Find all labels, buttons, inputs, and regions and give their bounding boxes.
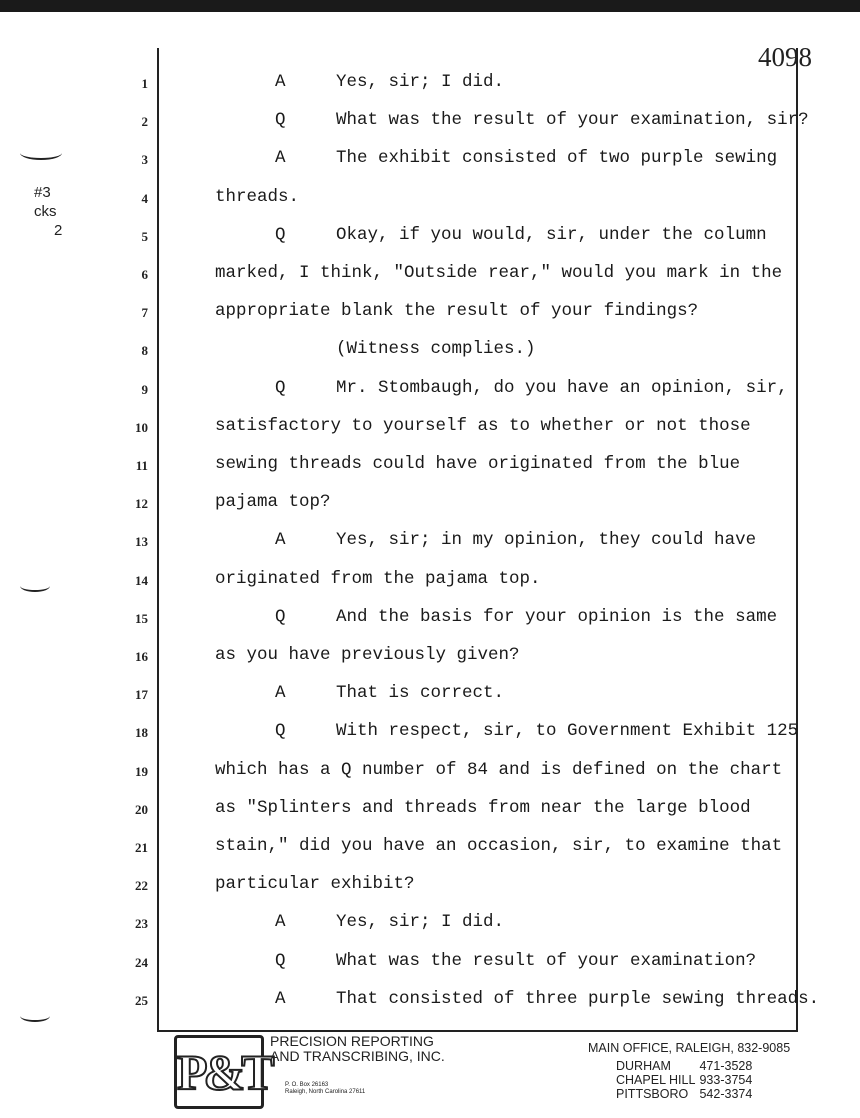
transcript-line: which has a Q number of 84 and is defined on the chart	[215, 759, 783, 780]
speaker-label: A	[275, 912, 286, 933]
office-city: CHAPEL HILL	[616, 1073, 696, 1087]
office-city: PITTSBORO	[616, 1087, 689, 1101]
company-logo: P&T	[174, 1035, 264, 1109]
speaker-label: Q	[275, 606, 286, 627]
line-number: 9	[141, 381, 148, 397]
line-number: 25	[135, 992, 148, 1008]
line-number: 22	[135, 878, 148, 894]
line-number: 15	[135, 610, 148, 626]
margin-note-line: #3	[34, 184, 51, 201]
company-address	[285, 1082, 365, 1096]
office-phone: 471-3528	[699, 1059, 753, 1073]
transcript-line: originated from the pajama top.	[215, 568, 541, 589]
line-number: 11	[135, 458, 148, 473]
transcript-line: marked, I think, "Outside rear," would you mark in the	[215, 263, 783, 283]
transcript-line: threads.	[215, 186, 300, 207]
line-number: 20	[135, 801, 148, 817]
speaker-label: A	[275, 530, 286, 551]
transcript-line: stain," did you have an occasion, sir, to examine that	[215, 836, 783, 856]
transcript-line: satisfactory to yourself as to whether or not those	[215, 415, 751, 436]
company-name	[270, 1034, 445, 1064]
margin-note-line: cks	[34, 203, 57, 220]
transcript-line: appropriate blank the result of your findings?	[215, 301, 699, 322]
speaker-label: Q	[275, 950, 286, 971]
line-number: 2	[141, 114, 148, 130]
office-row	[616, 1059, 752, 1073]
line-number: 17	[135, 687, 148, 703]
address-line: Raleigh, North Carolina 27611	[285, 1089, 366, 1095]
speaker-label: Q	[275, 110, 286, 131]
transcript-line: sewing threads could have originated from the blue	[215, 454, 741, 474]
speaker-label: Q	[275, 224, 286, 245]
margin-mark	[20, 1010, 50, 1022]
margin-mark	[20, 580, 50, 592]
office-phone: 933-3754	[699, 1073, 753, 1087]
transcript-line: as "Splinters and threads from near the large blood	[215, 797, 751, 818]
transcript-line: That is correct.	[336, 683, 505, 704]
transcript-line: With respect, sir, to Government Exhibit 125	[336, 721, 799, 742]
speaker-label: A	[275, 72, 286, 92]
speaker-label: A	[275, 988, 286, 1009]
transcript-line: (Witness complies.)	[336, 339, 536, 360]
line-number: 7	[141, 305, 148, 321]
office-row	[616, 1087, 752, 1101]
transcript-line: Yes, sir; I did.	[336, 72, 505, 92]
company-name-line: PRECISION REPORTING	[270, 1033, 434, 1049]
main-office: MAIN OFFICE, RALEIGH, 832-9085	[588, 1041, 791, 1055]
transcript-line: What was the result of your examination, sir?	[336, 110, 809, 131]
office-row	[616, 1073, 752, 1087]
line-number: 19	[135, 763, 148, 779]
line-number: 8	[141, 343, 148, 359]
line-number: 14	[135, 572, 148, 588]
line-number: 1	[141, 76, 148, 91]
line-number: 21	[135, 840, 148, 855]
company-name-line: AND TRANSCRIBING, INC.	[270, 1048, 445, 1064]
line-number: 23	[135, 916, 148, 932]
transcript-line: Okay, if you would, sir, under the column	[336, 224, 767, 245]
transcript-line: That consisted of three purple sewing threads.	[336, 988, 820, 1009]
transcript-line: as you have previously given?	[215, 645, 520, 665]
top-border	[0, 0, 860, 12]
speaker-label: A	[275, 148, 286, 169]
line-number: 4	[141, 190, 148, 206]
speaker-label: Q	[275, 377, 286, 398]
line-number: 6	[141, 267, 148, 282]
address-line: P. O. Box 26163	[285, 1082, 329, 1088]
transcript-line: The exhibit consisted of two purple sewing	[336, 148, 778, 169]
speaker-label: A	[275, 683, 286, 704]
line-number: 13	[135, 534, 148, 550]
transcript-line: pajama top?	[215, 492, 331, 513]
margin-note	[34, 183, 94, 240]
line-number: 10	[135, 419, 148, 435]
line-number: 3	[141, 152, 148, 168]
speaker-label: Q	[275, 721, 286, 742]
transcript-line: Yes, sir; I did.	[336, 912, 505, 933]
office-city: DURHAM	[616, 1059, 671, 1073]
page-number: 4098	[758, 42, 812, 72]
transcript-line: What was the result of your examination?	[336, 950, 757, 971]
line-number: 5	[141, 228, 148, 244]
office-phone: 542-3374	[699, 1087, 753, 1101]
transcript-line: Yes, sir; in my opinion, they could have	[336, 530, 757, 551]
line-number: 12	[135, 496, 148, 512]
transcript-line: particular exhibit?	[215, 874, 415, 895]
line-number: 18	[135, 725, 148, 741]
line-number: 16	[135, 649, 148, 664]
transcript-line: And the basis for your opinion is the same	[336, 606, 778, 627]
margin-note-line: 2	[54, 222, 63, 239]
line-number: 24	[135, 954, 148, 970]
margin-mark	[20, 146, 62, 160]
transcript-line: Mr. Stombaugh, do you have an opinion, sir,	[336, 377, 788, 398]
